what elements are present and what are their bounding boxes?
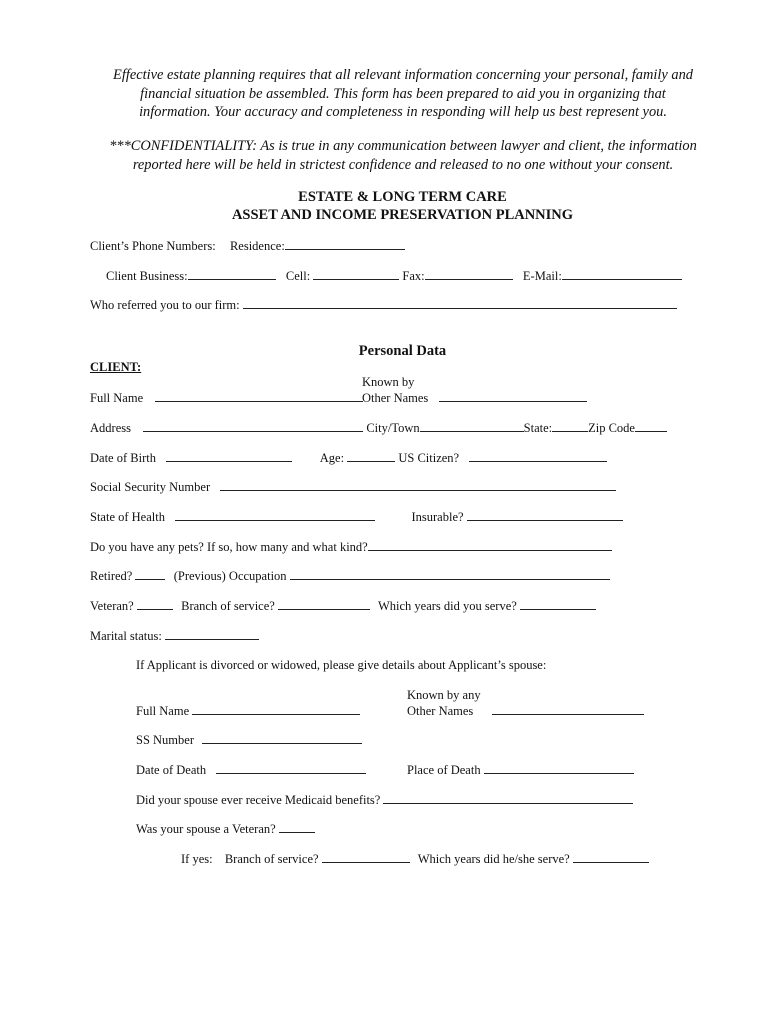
intro-line-2: financial situation be assembled. This form has been prepared to aid you in organizing that [140, 85, 666, 102]
client-label: CLIENT: [90, 360, 142, 374]
fax-field[interactable] [425, 268, 513, 280]
referred-label: Who referred you to our firm: [90, 298, 240, 312]
personal-data-heading: Personal Data [358, 343, 447, 359]
email-field[interactable] [562, 268, 682, 280]
date-of-death-field[interactable] [216, 762, 366, 774]
state-label: State: [523, 421, 553, 435]
spouse-other-names-row [407, 703, 644, 719]
intro-line-1: Effective estate planning requires that all relevant information concerning your personal, family and [113, 67, 693, 83]
retired-row [90, 568, 610, 584]
residence-field[interactable] [285, 238, 405, 250]
health-row [90, 509, 623, 525]
retired-field[interactable] [135, 568, 165, 580]
address-label: Address [90, 421, 131, 435]
marital-row [90, 628, 259, 644]
years-served-label: Which years did you serve? [377, 599, 517, 613]
ssn-row [90, 479, 616, 495]
occupation-label: (Previous) Occupation [173, 569, 287, 583]
occupation-field[interactable] [290, 568, 610, 580]
age-label: Age: [319, 451, 345, 465]
pets-field[interactable] [368, 539, 612, 551]
years-served-field[interactable] [520, 598, 596, 610]
age-field[interactable] [347, 450, 395, 462]
date-of-death-label: Date of Death [136, 763, 207, 777]
spouse-veteran-label: Was your spouse a Veteran? [136, 822, 276, 836]
city-town-label: City/Town [366, 421, 420, 435]
phone-numbers-row [90, 238, 405, 254]
branch-field[interactable] [278, 598, 370, 610]
business-contact-row [106, 268, 682, 284]
birth-row [90, 450, 607, 466]
spouse-death-place-row [407, 762, 634, 778]
full-name-label: Full Name [90, 391, 144, 405]
title-line-1: ESTATE & LONG TERM CARE [298, 189, 507, 205]
spouse-full-name-label: Full Name [136, 704, 190, 718]
pets-row [90, 539, 612, 555]
full-name-field[interactable] [155, 390, 363, 402]
medicaid-label: Did your spouse ever receive Medicaid benefits? [136, 793, 381, 807]
state-field[interactable] [552, 420, 588, 432]
if-yes-label: If yes: [181, 852, 213, 866]
us-citizen-field[interactable] [469, 450, 607, 462]
address-row [90, 420, 667, 436]
intro-line-3: information. Your accuracy and completeness in responding will help us best represent you. [139, 104, 667, 120]
address-field[interactable] [143, 420, 363, 432]
spouse-years-field[interactable] [573, 851, 649, 863]
us-citizen-label: US Citizen? [398, 451, 460, 465]
form-title [0, 188, 770, 224]
title-line-2: ASSET AND INCOME PRESERVATION PLANNING [231, 207, 574, 223]
medicaid-row [136, 792, 633, 808]
spouse-ss-field[interactable] [202, 732, 362, 744]
marital-label: Marital status: [90, 629, 162, 643]
medicaid-field[interactable] [383, 792, 633, 804]
dob-field[interactable] [166, 450, 292, 462]
spouse-branch-field[interactable] [322, 851, 410, 863]
full-name-row [90, 390, 363, 406]
city-town-field[interactable] [420, 420, 524, 432]
spouse-ss-label: SS Number [136, 733, 194, 747]
place-of-death-label: Place of Death [407, 763, 481, 777]
veteran-field[interactable] [137, 598, 173, 610]
other-names-field[interactable] [439, 390, 587, 402]
pets-label: Do you have any pets? If so, how many and what kind? [90, 540, 368, 554]
spouse-death-date-row [136, 762, 366, 778]
phone-numbers-label: Client’s Phone Numbers: [90, 239, 216, 253]
zip-code-field[interactable] [635, 420, 667, 432]
spouse-veteran-field[interactable] [279, 821, 315, 833]
zip-code-label: Zip Code [588, 421, 635, 435]
business-label: Client Business: [106, 269, 188, 283]
residence-label: Residence: [229, 239, 285, 253]
business-field[interactable] [188, 268, 276, 280]
branch-label: Branch of service? [181, 599, 275, 613]
spouse-intro: If Applicant is divorced or widowed, please give details about Applicant’s spouse: [136, 658, 547, 672]
spouse-veteran-row [136, 821, 315, 837]
confidentiality-line-2: reported here will be held in strictest confidence and released to no one without your consent. [132, 156, 674, 173]
dob-label: Date of Birth [90, 451, 156, 465]
referral-row [90, 297, 677, 313]
spouse-full-name-row [136, 703, 360, 719]
other-names-row [362, 390, 587, 406]
email-label: E-Mail: [522, 269, 562, 283]
spouse-ss-row [136, 732, 362, 748]
spouse-other-names-field[interactable] [492, 703, 644, 715]
health-field[interactable] [175, 509, 375, 521]
spouse-full-name-field[interactable] [192, 703, 360, 715]
known-by-label: Known by [362, 375, 415, 389]
intro-paragraph [70, 66, 736, 122]
veteran-row [90, 598, 596, 614]
confidentiality-paragraph [70, 137, 736, 174]
spouse-branch-label: Branch of service? [224, 852, 319, 866]
fax-label: Fax: [402, 269, 425, 283]
place-of-death-field[interactable] [484, 762, 634, 774]
referred-field[interactable] [243, 297, 677, 309]
ssn-label: Social Security Number [90, 480, 211, 494]
confidentiality-line-1: ***CONFIDENTIALITY: As is true in any communication between lawyer and client, the information [109, 138, 697, 154]
spouse-known-by-label: Known by any [407, 688, 481, 702]
insurable-field[interactable] [467, 509, 623, 521]
other-names-label: Other Names [362, 391, 429, 405]
cell-field[interactable] [313, 268, 399, 280]
health-label: State of Health [90, 510, 165, 524]
spouse-years-label: Which years did he/she serve? [417, 852, 570, 866]
marital-field[interactable] [165, 628, 259, 640]
veteran-label: Veteran? [90, 599, 134, 613]
ssn-field[interactable] [220, 479, 616, 491]
spouse-service-row [181, 851, 649, 867]
cell-label: Cell: [285, 269, 311, 283]
retired-label: Retired? [90, 569, 133, 583]
spouse-other-names-label: Other Names [407, 704, 474, 718]
insurable-label: Insurable? [411, 510, 464, 524]
